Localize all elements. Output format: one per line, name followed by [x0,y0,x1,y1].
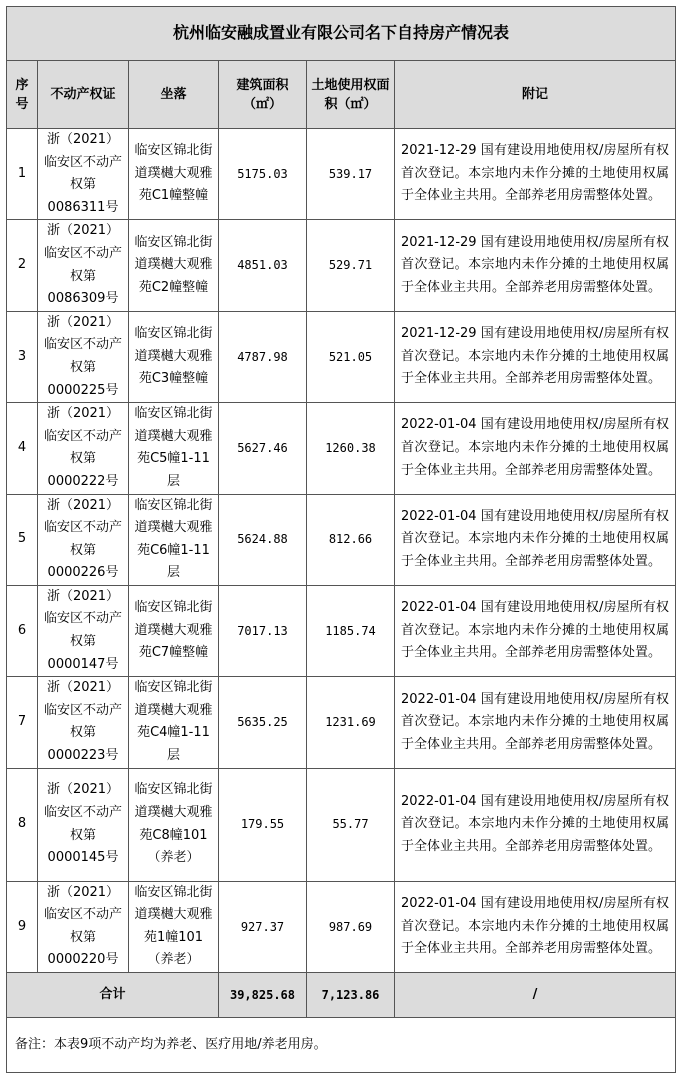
header-land-area: 土地使用权面积（㎡） [307,61,395,129]
row-building-area: 5627.46 [219,403,307,494]
row-note: 2022-01-04 国有建设用地使用权/房屋所有权首次登记。本宗地内未作分摊的土地使用权属于全体业主共用。全部养老用房需整体处置。 [395,768,676,881]
row-seq: 4 [7,403,38,494]
row-land-area: 987.69 [307,881,395,972]
property-table [6,6,676,1073]
row-building-area: 4851.03 [219,220,307,311]
row-note: 2021-12-29 国有建设用地使用权/房屋所有权首次登记。本宗地内未作分摊的土地使用权属于全体业主共用。全部养老用房需整体处置。 [395,220,676,311]
row-cert: 浙（2021）临安区不动产权第0000147号 [38,585,129,676]
row-cert: 浙（2021）临安区不动产权第0000220号 [38,881,129,972]
row-cert: 浙（2021）临安区不动产权第0000222号 [38,403,129,494]
table-row [7,494,676,585]
total-label: 合计 [7,973,219,1018]
table-row [7,768,676,881]
row-location: 临安区锦北街道璞樾大观雅苑C6幢1-11层 [129,494,219,585]
row-building-area: 7017.13 [219,585,307,676]
row-land-area: 1231.69 [307,677,395,768]
remark-row [7,1018,676,1073]
header-note: 附记 [395,61,676,129]
row-seq: 6 [7,585,38,676]
row-note: 2021-12-29 国有建设用地使用权/房屋所有权首次登记。本宗地内未作分摊的土地使用权属于全体业主共用。全部养老用房需整体处置。 [395,129,676,220]
header-cert: 不动产权证 [38,61,129,129]
row-location: 临安区锦北街道璞樾大观雅苑C7幢整幢 [129,585,219,676]
row-seq: 8 [7,768,38,881]
row-location: 临安区锦北街道璞樾大观雅苑1幢101（养老） [129,881,219,972]
header-location: 坐落 [129,61,219,129]
row-location: 临安区锦北街道璞樾大观雅苑C4幢1-11层 [129,677,219,768]
row-note: 2022-01-04 国有建设用地使用权/房屋所有权首次登记。本宗地内未作分摊的土地使用权属于全体业主共用。全部养老用房需整体处置。 [395,585,676,676]
row-land-area: 529.71 [307,220,395,311]
row-cert: 浙（2021）临安区不动产权第0000223号 [38,677,129,768]
row-seq: 3 [7,311,38,402]
total-building-area: 39,825.68 [219,973,307,1018]
table-row [7,403,676,494]
row-building-area: 5175.03 [219,129,307,220]
row-building-area: 179.55 [219,768,307,881]
row-land-area: 521.05 [307,311,395,402]
table-row [7,677,676,768]
header-building-area: 建筑面积（㎡） [219,61,307,129]
table-body [7,129,676,973]
header-row [7,61,676,129]
total-row [7,973,676,1018]
total-land-area: 7,123.86 [307,973,395,1018]
row-cert: 浙（2021）临安区不动产权第0086311号 [38,129,129,220]
row-seq: 9 [7,881,38,972]
row-location: 临安区锦北街道璞樾大观雅苑C5幢1-11层 [129,403,219,494]
row-cert: 浙（2021）临安区不动产权第0086309号 [38,220,129,311]
row-location: 临安区锦北街道璞樾大观雅苑C3幢整幢 [129,311,219,402]
row-building-area: 4787.98 [219,311,307,402]
row-location: 临安区锦北街道璞樾大观雅苑C2幢整幢 [129,220,219,311]
document-page [6,6,675,1073]
table-row [7,129,676,220]
row-land-area: 812.66 [307,494,395,585]
remark-text: 备注：本表9项不动产均为养老、医疗用地/养老用房。 [7,1018,676,1073]
total-note: / [395,973,676,1018]
row-location: 临安区锦北街道璞樾大观雅苑C1幢整幢 [129,129,219,220]
row-location: 临安区锦北街道璞樾大观雅苑C8幢101（养老） [129,768,219,881]
row-building-area: 5624.88 [219,494,307,585]
row-cert: 浙（2021）临安区不动产权第0000145号 [38,768,129,881]
row-note: 2022-01-04 国有建设用地使用权/房屋所有权首次登记。本宗地内未作分摊的土地使用权属于全体业主共用。全部养老用房需整体处置。 [395,677,676,768]
table-row [7,585,676,676]
row-note: 2021-12-29 国有建设用地使用权/房屋所有权首次登记。本宗地内未作分摊的土地使用权属于全体业主共用。全部养老用房需整体处置。 [395,311,676,402]
row-seq: 7 [7,677,38,768]
row-land-area: 55.77 [307,768,395,881]
row-land-area: 539.17 [307,129,395,220]
row-building-area: 927.37 [219,881,307,972]
row-seq: 5 [7,494,38,585]
row-note: 2022-01-04 国有建设用地使用权/房屋所有权首次登记。本宗地内未作分摊的土地使用权属于全体业主共用。全部养老用房需整体处置。 [395,881,676,972]
header-seq: 序号 [7,61,38,129]
title-row [7,7,676,61]
row-seq: 2 [7,220,38,311]
table-row [7,881,676,972]
row-land-area: 1185.74 [307,585,395,676]
table-row [7,220,676,311]
row-seq: 1 [7,129,38,220]
row-building-area: 5635.25 [219,677,307,768]
row-note: 2022-01-04 国有建设用地使用权/房屋所有权首次登记。本宗地内未作分摊的土地使用权属于全体业主共用。全部养老用房需整体处置。 [395,494,676,585]
row-land-area: 1260.38 [307,403,395,494]
table-row [7,311,676,402]
table-title: 杭州临安融成置业有限公司名下自持房产情况表 [7,7,676,61]
row-cert: 浙（2021）临安区不动产权第0000226号 [38,494,129,585]
row-cert: 浙（2021）临安区不动产权第0000225号 [38,311,129,402]
row-note: 2022-01-04 国有建设用地使用权/房屋所有权首次登记。本宗地内未作分摊的土地使用权属于全体业主共用。全部养老用房需整体处置。 [395,403,676,494]
